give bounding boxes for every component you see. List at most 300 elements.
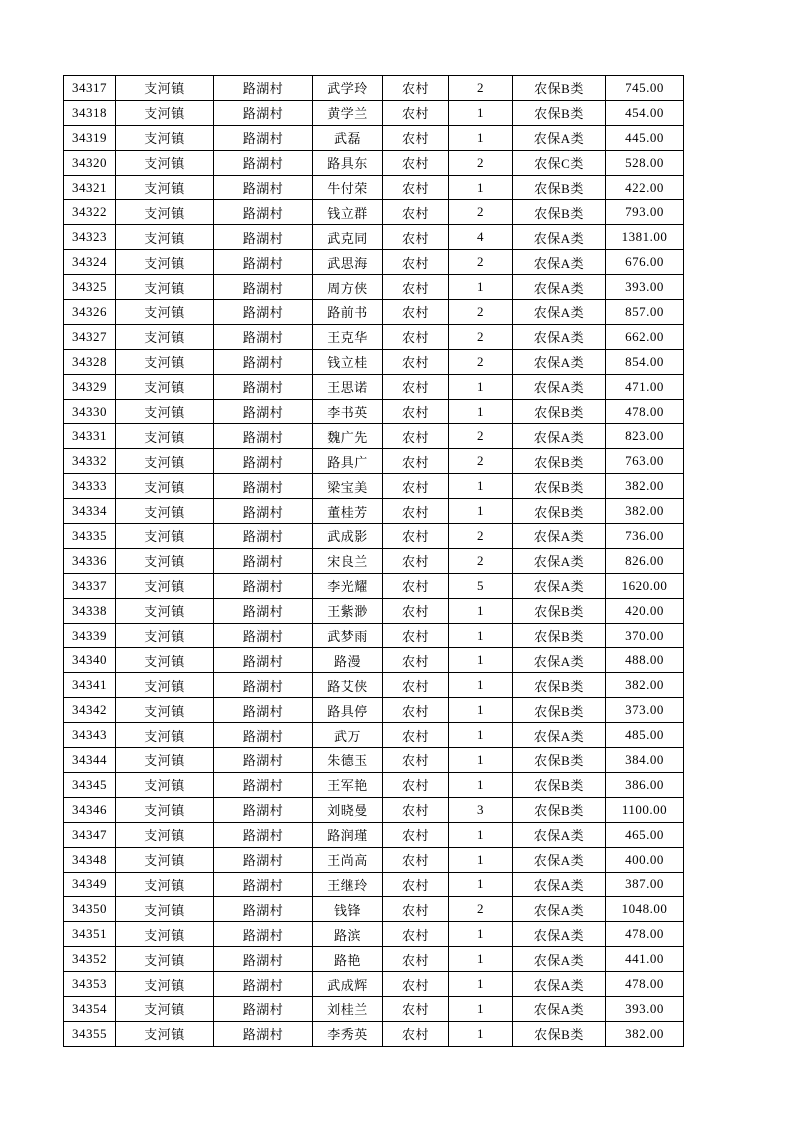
person-name-cell: 钱立桂 xyxy=(313,349,383,374)
amount-cell: 488.00 xyxy=(606,648,684,673)
table-row xyxy=(64,847,684,872)
village-cell: 路湖村 xyxy=(214,598,313,623)
table-row xyxy=(64,996,684,1021)
town-cell: 支河镇 xyxy=(116,474,214,499)
person-count-cell: 1 xyxy=(449,275,513,300)
person-name-cell: 黄学兰 xyxy=(313,100,383,125)
insurance-category-cell: 农保A类 xyxy=(513,847,606,872)
person-name-cell: 王紫渺 xyxy=(313,598,383,623)
person-count-cell: 1 xyxy=(449,399,513,424)
town-cell: 支河镇 xyxy=(116,673,214,698)
village-cell: 路湖村 xyxy=(214,524,313,549)
amount-cell: 387.00 xyxy=(606,872,684,897)
insurance-category-cell: 农保B类 xyxy=(513,623,606,648)
person-name-cell: 周方侠 xyxy=(313,275,383,300)
insurance-category-cell: 农保A类 xyxy=(513,524,606,549)
amount-cell: 393.00 xyxy=(606,275,684,300)
person-count-cell: 4 xyxy=(449,225,513,250)
table-row xyxy=(64,275,684,300)
insurance-category-cell: 农保A类 xyxy=(513,250,606,275)
record-id-cell: 34327 xyxy=(64,324,116,349)
record-id-cell: 34340 xyxy=(64,648,116,673)
person-count-cell: 1 xyxy=(449,125,513,150)
person-count-cell: 2 xyxy=(449,524,513,549)
residence-type-cell: 农村 xyxy=(383,673,449,698)
amount-cell: 662.00 xyxy=(606,324,684,349)
person-count-cell: 2 xyxy=(449,449,513,474)
person-name-cell: 钱立群 xyxy=(313,200,383,225)
town-cell: 支河镇 xyxy=(116,723,214,748)
amount-cell: 422.00 xyxy=(606,175,684,200)
village-cell: 路湖村 xyxy=(214,922,313,947)
person-count-cell: 2 xyxy=(449,324,513,349)
amount-cell: 1620.00 xyxy=(606,573,684,598)
person-name-cell: 路滨 xyxy=(313,922,383,947)
town-cell: 支河镇 xyxy=(116,598,214,623)
town-cell: 支河镇 xyxy=(116,225,214,250)
person-count-cell: 2 xyxy=(449,200,513,225)
residence-type-cell: 农村 xyxy=(383,1021,449,1046)
person-count-cell: 1 xyxy=(449,872,513,897)
insurance-category-cell: 农保A类 xyxy=(513,972,606,997)
residence-type-cell: 农村 xyxy=(383,748,449,773)
amount-cell: 382.00 xyxy=(606,499,684,524)
town-cell: 支河镇 xyxy=(116,300,214,325)
person-name-cell: 路具停 xyxy=(313,698,383,723)
insurance-category-cell: 农保A类 xyxy=(513,648,606,673)
table-row xyxy=(64,175,684,200)
table-row xyxy=(64,1021,684,1046)
table-row xyxy=(64,573,684,598)
table-row xyxy=(64,399,684,424)
insurance-category-cell: 农保B类 xyxy=(513,449,606,474)
residence-type-cell: 农村 xyxy=(383,399,449,424)
town-cell: 支河镇 xyxy=(116,772,214,797)
record-id-cell: 34324 xyxy=(64,250,116,275)
record-id-cell: 34343 xyxy=(64,723,116,748)
insurance-category-cell: 农保B类 xyxy=(513,175,606,200)
person-count-cell: 3 xyxy=(449,797,513,822)
person-name-cell: 钱锋 xyxy=(313,897,383,922)
table-row xyxy=(64,349,684,374)
amount-cell: 478.00 xyxy=(606,922,684,947)
village-cell: 路湖村 xyxy=(214,947,313,972)
table-row xyxy=(64,872,684,897)
table-row xyxy=(64,598,684,623)
insurance-category-cell: 农保A类 xyxy=(513,872,606,897)
person-count-cell: 2 xyxy=(449,897,513,922)
table-row xyxy=(64,897,684,922)
person-name-cell: 路漫 xyxy=(313,648,383,673)
record-id-cell: 34336 xyxy=(64,548,116,573)
village-cell: 路湖村 xyxy=(214,250,313,275)
person-count-cell: 2 xyxy=(449,150,513,175)
insurance-category-cell: 农保B类 xyxy=(513,698,606,723)
record-id-cell: 34337 xyxy=(64,573,116,598)
residence-type-cell: 农村 xyxy=(383,847,449,872)
table-row xyxy=(64,548,684,573)
town-cell: 支河镇 xyxy=(116,374,214,399)
insurance-category-cell: 农保B类 xyxy=(513,673,606,698)
residence-type-cell: 农村 xyxy=(383,275,449,300)
town-cell: 支河镇 xyxy=(116,573,214,598)
table-row xyxy=(64,772,684,797)
record-id-cell: 34323 xyxy=(64,225,116,250)
amount-cell: 420.00 xyxy=(606,598,684,623)
town-cell: 支河镇 xyxy=(116,250,214,275)
residence-type-cell: 农村 xyxy=(383,250,449,275)
amount-cell: 1048.00 xyxy=(606,897,684,922)
person-name-cell: 王继玲 xyxy=(313,872,383,897)
person-name-cell: 王克华 xyxy=(313,324,383,349)
insurance-category-cell: 农保A类 xyxy=(513,300,606,325)
insurance-category-cell: 农保B类 xyxy=(513,598,606,623)
town-cell: 支河镇 xyxy=(116,797,214,822)
village-cell: 路湖村 xyxy=(214,100,313,125)
amount-cell: 445.00 xyxy=(606,125,684,150)
village-cell: 路湖村 xyxy=(214,449,313,474)
person-name-cell: 王尚高 xyxy=(313,847,383,872)
person-name-cell: 路具广 xyxy=(313,449,383,474)
residence-type-cell: 农村 xyxy=(383,474,449,499)
record-id-cell: 34352 xyxy=(64,947,116,972)
person-name-cell: 李光耀 xyxy=(313,573,383,598)
table-body xyxy=(64,76,684,1047)
person-count-cell: 1 xyxy=(449,822,513,847)
amount-cell: 1381.00 xyxy=(606,225,684,250)
town-cell: 支河镇 xyxy=(116,648,214,673)
table-row xyxy=(64,947,684,972)
person-count-cell: 1 xyxy=(449,499,513,524)
amount-cell: 454.00 xyxy=(606,100,684,125)
town-cell: 支河镇 xyxy=(116,275,214,300)
insurance-category-cell: 农保A类 xyxy=(513,548,606,573)
amount-cell: 382.00 xyxy=(606,474,684,499)
insurance-category-cell: 农保A类 xyxy=(513,125,606,150)
town-cell: 支河镇 xyxy=(116,200,214,225)
record-id-cell: 34345 xyxy=(64,772,116,797)
person-name-cell: 魏广先 xyxy=(313,424,383,449)
insurance-category-cell: 农保B类 xyxy=(513,399,606,424)
table-row xyxy=(64,474,684,499)
amount-cell: 528.00 xyxy=(606,150,684,175)
village-cell: 路湖村 xyxy=(214,349,313,374)
residence-type-cell: 农村 xyxy=(383,225,449,250)
person-count-cell: 1 xyxy=(449,673,513,698)
residence-type-cell: 农村 xyxy=(383,772,449,797)
town-cell: 支河镇 xyxy=(116,996,214,1021)
person-name-cell: 武万 xyxy=(313,723,383,748)
record-id-cell: 34331 xyxy=(64,424,116,449)
person-name-cell: 武思海 xyxy=(313,250,383,275)
table-row xyxy=(64,424,684,449)
town-cell: 支河镇 xyxy=(116,100,214,125)
insurance-category-cell: 农保B类 xyxy=(513,76,606,101)
village-cell: 路湖村 xyxy=(214,125,313,150)
insurance-category-cell: 农保C类 xyxy=(513,150,606,175)
insurance-category-cell: 农保A类 xyxy=(513,996,606,1021)
table-row xyxy=(64,76,684,101)
person-name-cell: 路润瑾 xyxy=(313,822,383,847)
insurance-category-cell: 农保A类 xyxy=(513,324,606,349)
village-cell: 路湖村 xyxy=(214,548,313,573)
amount-cell: 793.00 xyxy=(606,200,684,225)
person-name-cell: 武梦雨 xyxy=(313,623,383,648)
person-name-cell: 牛付荣 xyxy=(313,175,383,200)
amount-cell: 736.00 xyxy=(606,524,684,549)
person-name-cell: 武磊 xyxy=(313,125,383,150)
person-name-cell: 武学玲 xyxy=(313,76,383,101)
person-count-cell: 1 xyxy=(449,374,513,399)
table-row xyxy=(64,797,684,822)
insurance-category-cell: 农保A类 xyxy=(513,349,606,374)
record-id-cell: 34319 xyxy=(64,125,116,150)
residence-type-cell: 农村 xyxy=(383,324,449,349)
record-id-cell: 34334 xyxy=(64,499,116,524)
person-name-cell: 武成辉 xyxy=(313,972,383,997)
person-count-cell: 2 xyxy=(449,76,513,101)
village-cell: 路湖村 xyxy=(214,300,313,325)
residence-type-cell: 农村 xyxy=(383,175,449,200)
amount-cell: 465.00 xyxy=(606,822,684,847)
amount-cell: 386.00 xyxy=(606,772,684,797)
record-id-cell: 34346 xyxy=(64,797,116,822)
town-cell: 支河镇 xyxy=(116,947,214,972)
person-count-cell: 1 xyxy=(449,947,513,972)
residence-type-cell: 农村 xyxy=(383,922,449,947)
town-cell: 支河镇 xyxy=(116,150,214,175)
person-count-cell: 1 xyxy=(449,723,513,748)
town-cell: 支河镇 xyxy=(116,449,214,474)
table-row xyxy=(64,822,684,847)
amount-cell: 441.00 xyxy=(606,947,684,972)
insurance-category-cell: 农保B类 xyxy=(513,100,606,125)
table-row xyxy=(64,125,684,150)
town-cell: 支河镇 xyxy=(116,872,214,897)
person-count-cell: 1 xyxy=(449,748,513,773)
village-cell: 路湖村 xyxy=(214,275,313,300)
village-cell: 路湖村 xyxy=(214,897,313,922)
insurance-category-cell: 农保A类 xyxy=(513,424,606,449)
record-id-cell: 34322 xyxy=(64,200,116,225)
town-cell: 支河镇 xyxy=(116,748,214,773)
person-name-cell: 刘晓曼 xyxy=(313,797,383,822)
record-id-cell: 34355 xyxy=(64,1021,116,1046)
town-cell: 支河镇 xyxy=(116,399,214,424)
amount-cell: 384.00 xyxy=(606,748,684,773)
amount-cell: 400.00 xyxy=(606,847,684,872)
residence-type-cell: 农村 xyxy=(383,499,449,524)
residence-type-cell: 农村 xyxy=(383,150,449,175)
record-id-cell: 34342 xyxy=(64,698,116,723)
town-cell: 支河镇 xyxy=(116,349,214,374)
table-row xyxy=(64,250,684,275)
insurance-category-cell: 农保B类 xyxy=(513,1021,606,1046)
person-name-cell: 宋良兰 xyxy=(313,548,383,573)
residence-type-cell: 农村 xyxy=(383,822,449,847)
town-cell: 支河镇 xyxy=(116,623,214,648)
person-count-cell: 1 xyxy=(449,648,513,673)
residence-type-cell: 农村 xyxy=(383,125,449,150)
residence-type-cell: 农村 xyxy=(383,698,449,723)
record-id-cell: 34318 xyxy=(64,100,116,125)
table-row xyxy=(64,524,684,549)
village-cell: 路湖村 xyxy=(214,698,313,723)
insurance-category-cell: 农保A类 xyxy=(513,822,606,847)
record-id-cell: 34344 xyxy=(64,748,116,773)
amount-cell: 823.00 xyxy=(606,424,684,449)
person-count-cell: 1 xyxy=(449,972,513,997)
village-cell: 路湖村 xyxy=(214,175,313,200)
person-name-cell: 梁宝美 xyxy=(313,474,383,499)
table-row xyxy=(64,499,684,524)
insurance-category-cell: 农保A类 xyxy=(513,225,606,250)
table-row xyxy=(64,100,684,125)
insurance-category-cell: 农保A类 xyxy=(513,573,606,598)
person-count-cell: 1 xyxy=(449,1021,513,1046)
person-count-cell: 2 xyxy=(449,349,513,374)
record-id-cell: 34354 xyxy=(64,996,116,1021)
record-id-cell: 34339 xyxy=(64,623,116,648)
person-name-cell: 武克同 xyxy=(313,225,383,250)
village-cell: 路湖村 xyxy=(214,623,313,648)
village-cell: 路湖村 xyxy=(214,499,313,524)
record-id-cell: 34351 xyxy=(64,922,116,947)
person-count-cell: 1 xyxy=(449,623,513,648)
table-row xyxy=(64,300,684,325)
table-row xyxy=(64,748,684,773)
residence-type-cell: 农村 xyxy=(383,300,449,325)
amount-cell: 854.00 xyxy=(606,349,684,374)
person-name-cell: 路艾侠 xyxy=(313,673,383,698)
table-row xyxy=(64,225,684,250)
town-cell: 支河镇 xyxy=(116,822,214,847)
record-id-cell: 34321 xyxy=(64,175,116,200)
person-count-cell: 5 xyxy=(449,573,513,598)
residence-type-cell: 农村 xyxy=(383,947,449,972)
amount-cell: 478.00 xyxy=(606,972,684,997)
town-cell: 支河镇 xyxy=(116,897,214,922)
record-id-cell: 34348 xyxy=(64,847,116,872)
amount-cell: 393.00 xyxy=(606,996,684,1021)
person-count-cell: 1 xyxy=(449,175,513,200)
residence-type-cell: 农村 xyxy=(383,100,449,125)
record-id-cell: 34333 xyxy=(64,474,116,499)
table-row xyxy=(64,972,684,997)
residence-type-cell: 农村 xyxy=(383,573,449,598)
amount-cell: 485.00 xyxy=(606,723,684,748)
village-cell: 路湖村 xyxy=(214,76,313,101)
residence-type-cell: 农村 xyxy=(383,374,449,399)
person-count-cell: 2 xyxy=(449,548,513,573)
village-cell: 路湖村 xyxy=(214,225,313,250)
insurance-category-cell: 农保A类 xyxy=(513,947,606,972)
record-id-cell: 34347 xyxy=(64,822,116,847)
person-name-cell: 路前书 xyxy=(313,300,383,325)
residence-type-cell: 农村 xyxy=(383,424,449,449)
table-row xyxy=(64,324,684,349)
village-cell: 路湖村 xyxy=(214,474,313,499)
record-id-cell: 34349 xyxy=(64,872,116,897)
amount-cell: 478.00 xyxy=(606,399,684,424)
table-row xyxy=(64,673,684,698)
village-cell: 路湖村 xyxy=(214,374,313,399)
record-id-cell: 34353 xyxy=(64,972,116,997)
village-cell: 路湖村 xyxy=(214,972,313,997)
town-cell: 支河镇 xyxy=(116,524,214,549)
insurance-category-cell: 农保B类 xyxy=(513,797,606,822)
person-count-cell: 2 xyxy=(449,424,513,449)
person-count-cell: 1 xyxy=(449,847,513,872)
town-cell: 支河镇 xyxy=(116,1021,214,1046)
person-name-cell: 王军艳 xyxy=(313,772,383,797)
village-cell: 路湖村 xyxy=(214,648,313,673)
village-cell: 路湖村 xyxy=(214,872,313,897)
table-row xyxy=(64,449,684,474)
village-cell: 路湖村 xyxy=(214,573,313,598)
town-cell: 支河镇 xyxy=(116,499,214,524)
record-id-cell: 34335 xyxy=(64,524,116,549)
insurance-category-cell: 农保A类 xyxy=(513,275,606,300)
table-row xyxy=(64,374,684,399)
residence-type-cell: 农村 xyxy=(383,76,449,101)
table-row xyxy=(64,723,684,748)
record-id-cell: 34320 xyxy=(64,150,116,175)
person-name-cell: 李书英 xyxy=(313,399,383,424)
town-cell: 支河镇 xyxy=(116,424,214,449)
residence-type-cell: 农村 xyxy=(383,449,449,474)
record-id-cell: 34328 xyxy=(64,349,116,374)
person-name-cell: 董桂芳 xyxy=(313,499,383,524)
record-id-cell: 34325 xyxy=(64,275,116,300)
table-row xyxy=(64,200,684,225)
person-count-cell: 1 xyxy=(449,922,513,947)
amount-cell: 382.00 xyxy=(606,1021,684,1046)
table-row xyxy=(64,648,684,673)
town-cell: 支河镇 xyxy=(116,847,214,872)
village-cell: 路湖村 xyxy=(214,324,313,349)
residence-type-cell: 农村 xyxy=(383,548,449,573)
residence-type-cell: 农村 xyxy=(383,872,449,897)
residence-type-cell: 农村 xyxy=(383,648,449,673)
person-name-cell: 李秀英 xyxy=(313,1021,383,1046)
residence-type-cell: 农村 xyxy=(383,623,449,648)
residence-type-cell: 农村 xyxy=(383,349,449,374)
insurance-category-cell: 农保A类 xyxy=(513,897,606,922)
residence-type-cell: 农村 xyxy=(383,200,449,225)
person-count-cell: 2 xyxy=(449,250,513,275)
table-row xyxy=(64,922,684,947)
amount-cell: 676.00 xyxy=(606,250,684,275)
village-cell: 路湖村 xyxy=(214,1021,313,1046)
person-name-cell: 路具东 xyxy=(313,150,383,175)
table-row xyxy=(64,150,684,175)
town-cell: 支河镇 xyxy=(116,76,214,101)
residence-type-cell: 农村 xyxy=(383,972,449,997)
insurance-category-cell: 农保B类 xyxy=(513,748,606,773)
village-cell: 路湖村 xyxy=(214,772,313,797)
person-count-cell: 1 xyxy=(449,996,513,1021)
residence-type-cell: 农村 xyxy=(383,797,449,822)
amount-cell: 763.00 xyxy=(606,449,684,474)
record-id-cell: 34338 xyxy=(64,598,116,623)
person-count-cell: 1 xyxy=(449,772,513,797)
insurance-category-cell: 农保B类 xyxy=(513,474,606,499)
village-cell: 路湖村 xyxy=(214,200,313,225)
town-cell: 支河镇 xyxy=(116,698,214,723)
village-cell: 路湖村 xyxy=(214,424,313,449)
record-id-cell: 34326 xyxy=(64,300,116,325)
